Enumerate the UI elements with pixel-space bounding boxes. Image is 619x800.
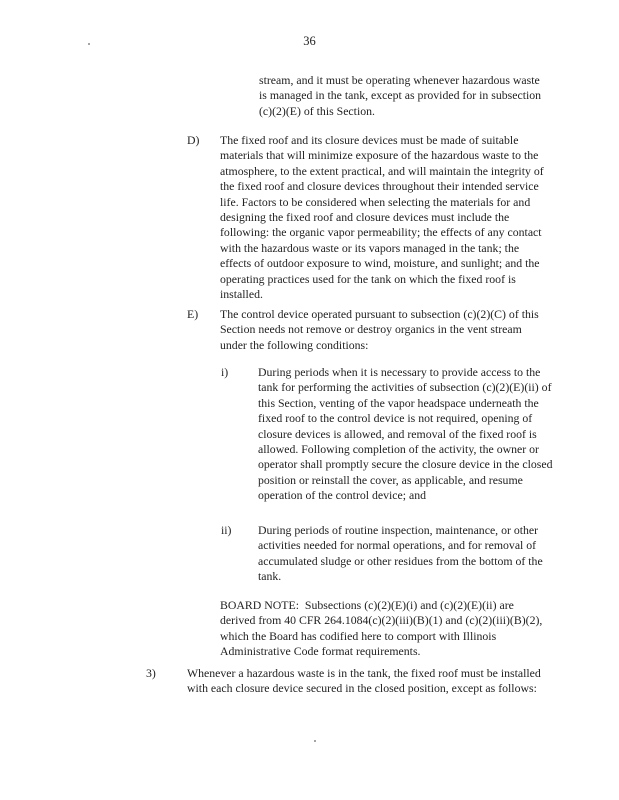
board-note	[220, 598, 550, 660]
item-i-label: i)	[221, 365, 229, 379]
page-number: 36	[303, 34, 316, 48]
item-d-label: D)	[187, 133, 200, 147]
item-3-text: Whenever a hazardous waste is in the tank, the fixed roof must be installed with each closure device secured in the closed position, except as follows:	[187, 666, 541, 696]
item-ii-text: During periods of routine inspection, maintenance, or other activities needed for normal operations, and for removal of accumulated sludge or other residues from the bottom of the tank.	[258, 523, 543, 584]
item-i-text: During periods when it is necessary to provide access to the tank for performing the activities of subsection (c)(2)(E)(ii) of this Section, venting of the vapor headspace underneath the fixed roof to the control device is not required, opening of closure devices is allowed, and removal of the fixed roof is allowed. Following completion of the activity, the owner or operator shall promptly secure the closure device in the closed position or reinstall the cover, as applicable, and resume operation of the control device; and	[258, 365, 553, 503]
item-d-text: The fixed roof and its closure devices must be made of suitable materials that will minimize exposure of the hazardous waste to the atmosphere, to the extent practical, and will maintain the integrity of the fixed roof and closure devices throughout their intended service life. Factors to be considered when selecting the materials for and designing the fixed roof and closure devices must include the following: the organic vapor permeability; the effects of any contact with the hazardous waste or its vapors managed in the tank; the effects of outdoor exposure to wind, moisture, and sunlight; and the operating practices used for the tank on which the fixed roof is installed.	[220, 133, 544, 302]
item-e-text: The control device operated pursuant to subsection (c)(2)(C) of this Section needs not remove or destroy organics in the vent stream under the following conditions:	[220, 307, 539, 352]
item-e-label: E)	[187, 307, 199, 321]
continuation-paragraph: stream, and it must be operating whenever hazardous waste is managed in the tank, except as provided for in subsection (c)(2)(E) of this Section.	[259, 73, 542, 118]
item-ii-label: ii)	[221, 523, 232, 537]
item-3-label: 3)	[146, 666, 156, 680]
scan-speck	[314, 740, 316, 742]
board-note-label: BOARD NOTE:	[220, 598, 299, 612]
scan-speck	[88, 43, 90, 45]
board-note-text: Subsections (c)(2)(E)(i) and (c)(2)(E)(ii) are derived from 40 CFR 264.1084(c)(2)(iii)(B)(1) and (c)(2)(iii)(B)(2), which the Board has codified here to comport with Illinois Administrative Code format requirements.	[220, 598, 543, 659]
